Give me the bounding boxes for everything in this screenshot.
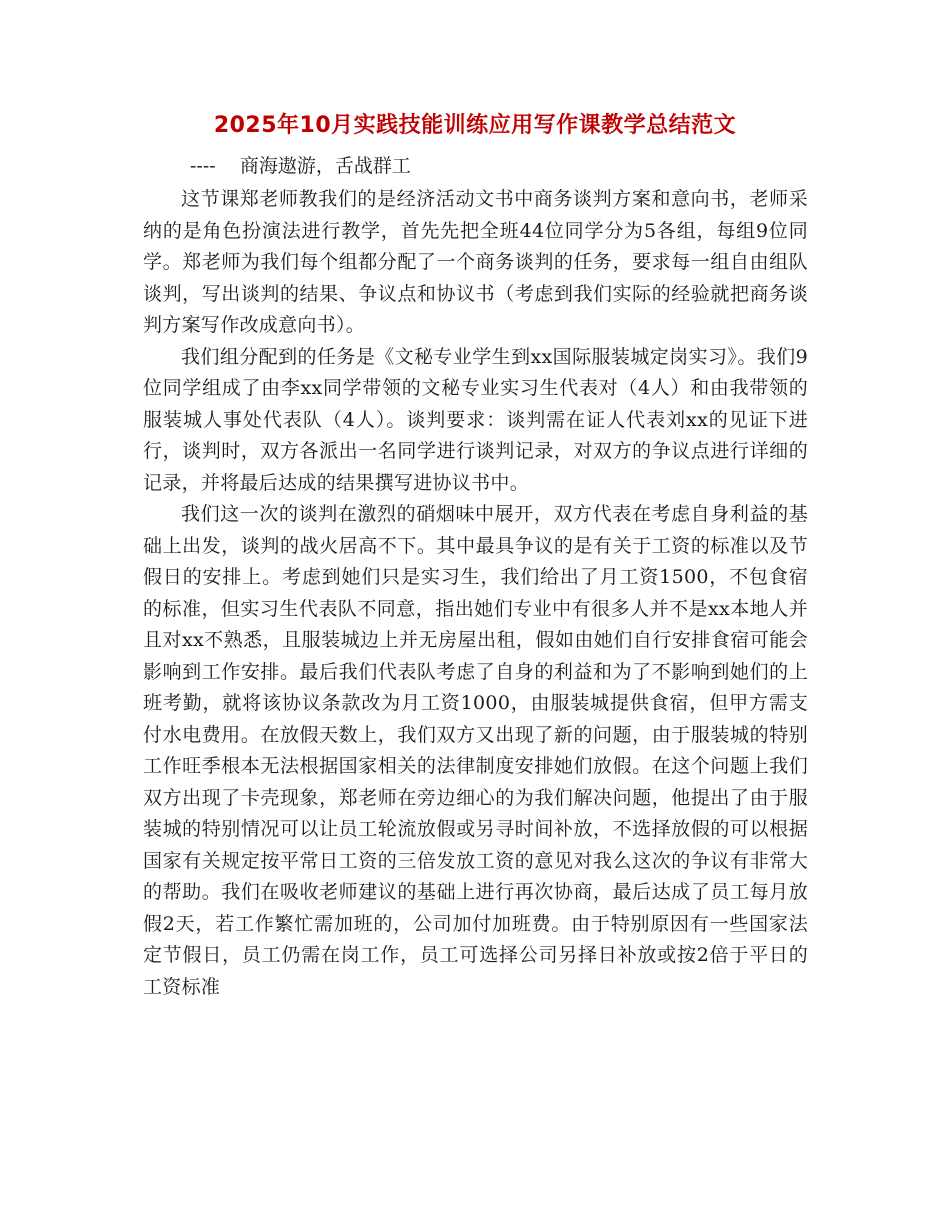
document-body: [143, 184, 808, 1003]
paragraph-3: 我们这一次的谈判在激烈的硝烟味中展开，双方代表在考虑自身利益的基础上出发，谈判的战火居高不下。其中最具争议的是有关于工资的标准以及节假日的安排上。考虑到她们只是实习生，我们给出了月工资1500，不包食宿的标准，但实习生代表队不同意，指出她们专业中有很多人并不是xx本地人并且对xx不熟悉，且服装城边上并无房屋出租，假如由她们自行安排食宿可能会影响到工作安排。最后我们代表队考虑了自身的利益和为了不影响到她们的上班考勤，就将该协议条款改为月工资1000，由服装城提供食宿，但甲方需支付水电费用。在放假天数上，我们双方又出现了新的问题，由于服装城的特别工作旺季根本无法根据国家相关的法律制度安排她们放假。在这个问题上我们双方出现了卡壳现象，郑老师在旁边细心的为我们解决问题，他提出了由于服装城的特别情况可以让员工轮流放假或另寻时间补放，不选择放假的可以根据国家有关规定按平常日工资的三倍发放工资的意见对我么这次的争议有非常大的帮助。我们在吸收老师建议的基础上进行再次协商，最后达成了员工每月放假2天，若工作繁忙需加班的，公司加付加班费。由于特别原因有一些国家法定节假日，员工仍需在岗工作，员工可选择公司另择日补放或按2倍于平日的工资标准: [143, 503, 808, 998]
document-title: 2025年10月实践技能训练应用写作课教学总结范文: [213, 113, 737, 138]
document-subtitle: ---- 商海遨游，舌战群工: [190, 155, 411, 177]
paragraph-1: 这节课郑老师教我们的是经济活动文书中商务谈判方案和意向书，老师采纳的是角色扮演法进行教学，首先先把全班44位同学分为5各组，每组9位同学。郑老师为我们每个组都分配了一个商务谈判的任务，要求每一组自由组队谈判，写出谈判的结果、争议点和协议书（考虑到我们实际的经验就把商务谈判方案写作改成意向书）。: [143, 188, 808, 336]
paragraph-2: 我们组分配到的任务是《文秘专业学生到xx国际服装城定岗实习》。我们9位同学组成了由李xx同学带领的文秘专业实习生代表对（4人）和由我带领的服装城人事处代表队（4人）。谈判要求：谈判需在证人代表刘xx的见证下进行，谈判时，双方各派出一名同学进行谈判记录，对双方的争议点进行详细的记录，并将最后达成的结果撰写进协议书中。: [143, 345, 808, 494]
